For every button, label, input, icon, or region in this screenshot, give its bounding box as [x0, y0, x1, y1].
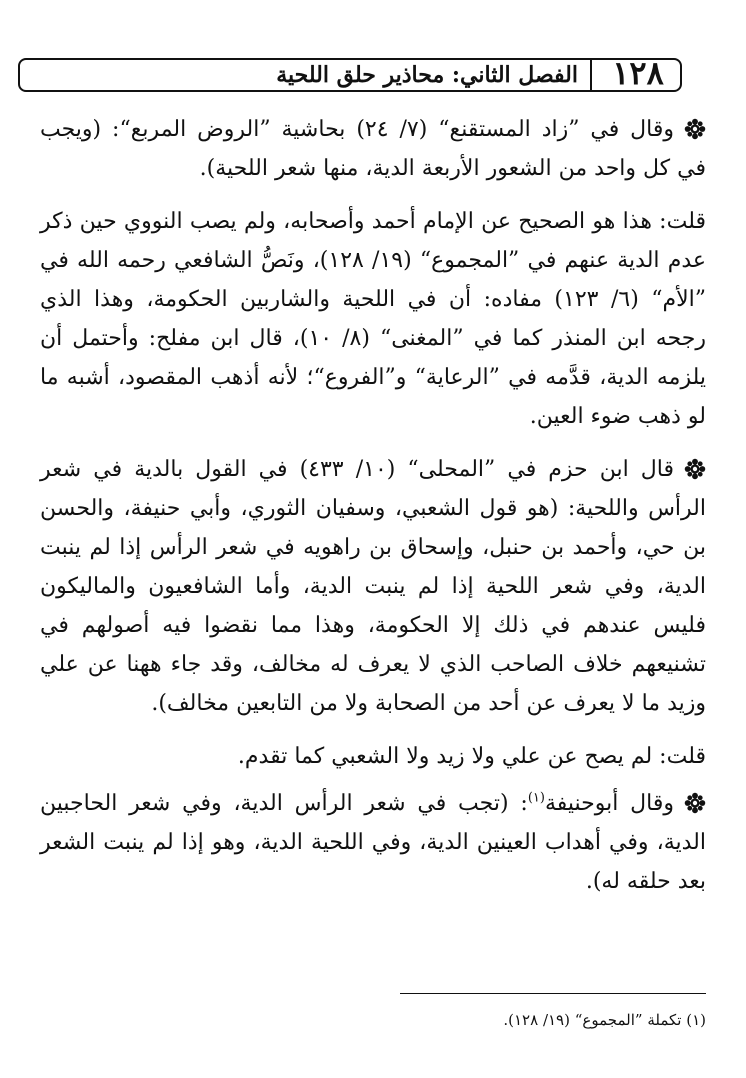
- paragraph-text: : (تجب في شعر الرأس الدية، وفي شعر الحاجبين الدية، وفي أهداب العينين الدية، وفي اللحية الدية، وهو إذا لم ينبت الشعر بعد حلقه له).: [40, 791, 706, 894]
- paragraph-4: [40, 737, 706, 776]
- floral-star-icon: [684, 458, 706, 480]
- paragraph-5: [40, 784, 706, 901]
- header-divider: [590, 58, 592, 92]
- paragraph-3: [40, 450, 706, 723]
- page-body: [40, 110, 706, 915]
- page-number: ١٢٨: [612, 54, 664, 92]
- floral-star-icon: [684, 118, 706, 140]
- paragraph-1: [40, 110, 706, 188]
- paragraph-2: [40, 202, 706, 436]
- footnote: (١) تكملة ”المجموع“ (١٩/ ١٢٨).: [503, 1011, 706, 1029]
- paragraph-text: وقال أبوحنيفة: [544, 791, 674, 816]
- paragraph-text: قلت: لم يصح عن علي ولا زيد ولا الشعبي كما تقدم.: [237, 744, 706, 769]
- paragraph-text: قلت: هذا هو الصحيح عن الإمام أحمد وأصحابه، ولم يصب النووي حين ذكر عدم الدية عنهم في ”المجموع“ (١٩/ ١٢٨)، ونَصُّ الشافعي رحمه الله في ”الأم“ (٦/ ١٢٣) مفاده: أن في اللحية والشاربين الحكومة، وهذا الذي رجحه ابن المنذر كما في ”المغنى“ (٨/ ١٠)، قال ابن مفلح: وأحتمل أن يلزمه الدية، قدَّمه في ”الرعاية“ و”الفروع“؛ لأنه أذهب المقصود، أشبه ما لو ذهب ضوء العين.: [40, 209, 707, 429]
- footnote-reference[interactable]: (١): [527, 790, 545, 806]
- paragraph-text: وقال في ”زاد المستقنع“ (٧/ ٢٤) بحاشية ”الروض المربع“: (ويجب في كل واحد من الشعور الأربعة الدية، منها شعر اللحية).: [40, 117, 706, 181]
- chapter-title: الفصل الثاني: محاذير حلق اللحية: [276, 62, 578, 88]
- paragraph-text: قال ابن حزم في ”المحلى“ (١٠/ ٤٣٣) في القول بالدية في شعر الرأس واللحية: (هو قول الشعبي، وسفيان الثوري، وأبي حنيفة، والحسن بن حي، وأحمد بن حنبل، وإسحاق بن راهويه في شعر الرأس إذا لم ينبت الدية، وفي شعر اللحية إذا لم ينبت الدية، وأما الشافعيون والماليكون فليس عندهم في ذلك إلا الحكومة، وهذا مما نقضوا فيه أصولهم في تشنيعهم خلاف الصاحب الذي لا يعرف له مخالف، وقد جاء ههنا عن علي وزيد ما لا يعرف عن أحد من الصحابة ولا من التابعين مخالف).: [40, 457, 706, 716]
- footnote-separator: [400, 993, 706, 994]
- page-header: [18, 52, 684, 96]
- floral-star-icon: [684, 792, 706, 814]
